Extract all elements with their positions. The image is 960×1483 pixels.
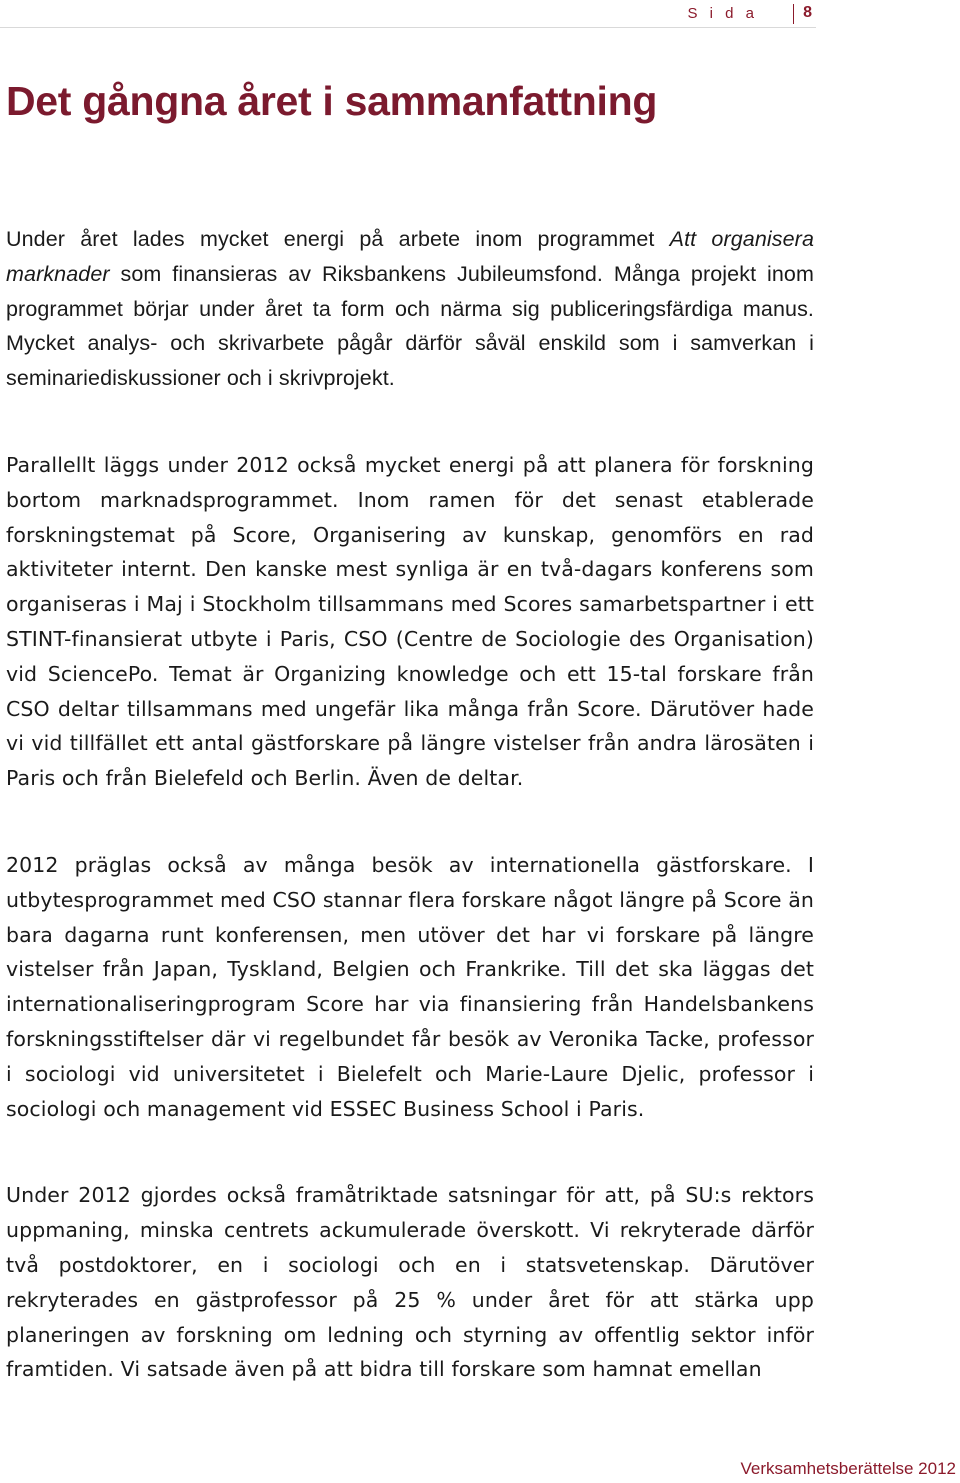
program-name-italic: Att organisera marknader [6, 227, 814, 286]
page-title: Det gångna året i sammanfattning [6, 78, 658, 124]
paragraph-1-text-a: Under året lades mycket energi på arbete inom programmet [6, 227, 670, 251]
body-text [6, 222, 814, 1439]
page-number-divider [793, 4, 794, 24]
paragraph-4: Under 2012 gjordes också framåtriktade satsningar för att, på SU:s rektors uppmaning, minska centrets ackumulerade överskott. Vi rekryterade därför två postdoktorer, en i sociologi och en i statsvetenskap. Därutöver rekryterades en gästprofessor på 25 % under året för att stärka upp planeringen av forskning om ledning och styrning av offentlig sektor inför framtiden. Vi satsade även på att bidra till forskare som hamnat emellan [6, 1183, 814, 1382]
page-label: S i d a [687, 5, 758, 22]
paragraph-1 [6, 222, 814, 396]
paragraph-2: Parallellt läggs under 2012 också mycket energi på att planera för forskning bortom marknadsprogrammet. Inom ramen för det senast etablerade forskningstemat på Score, Organisering av kunskap, genomförs en rad aktiviteter internt. Den kanske mest synliga är en två-dagars konferens som organiseras i Maj i Stockholm tillsammans med Scores samarbetspartner i ett STINT-finansierat utbyte i Paris, CSO (Centre de Sociologie des Organisation) vid SciencePo. Temat är Organizing knowledge och ett 15-tal forskare från CSO deltar tillsammans med ungefär lika många från Score. Därutöver hade vi vid tillfället ett antal gästforskare på längre vistelser från andra lärosäten i Paris och från Bielefeld och Berlin. Även de deltar. [6, 452, 814, 791]
paragraph-3: 2012 präglas också av många besök av internationella gästforskare. I utbytesprogrammet med CSO stannar flera forskare något längre på Score än bara dagarna runt konferensen, men utöver det har vi forskare på längre vistelser från Japan, Tyskland, Belgien och Frankrike. Till det ska läggas det internationaliseringprogram Score har via finansiering från Handelsbankens forskningsstiftelser där vi regelbundet får besök av Veronika Tacke, professor i sociologi vid universitetet i Bielefelt och Marie-Laure Djelic, professor i sociologi och management vid ESSEC Business School i Paris. [6, 852, 815, 1121]
footer-title: Verksamhetsberättelse 2012 [740, 1459, 956, 1478]
paragraph-1-text-b: som finansieras av Riksbankens Jubileumsfond. Många projekt inom programmet börjar under året ta form och närma sig publiceringsfärdiga manus. Mycket analys- och skrivarbete pågår därför såväl enskild som i samverkan i seminariediskussioner och i skrivprojekt. [6, 261, 814, 391]
page-header [0, 0, 816, 28]
page-number: 8 [803, 4, 812, 21]
